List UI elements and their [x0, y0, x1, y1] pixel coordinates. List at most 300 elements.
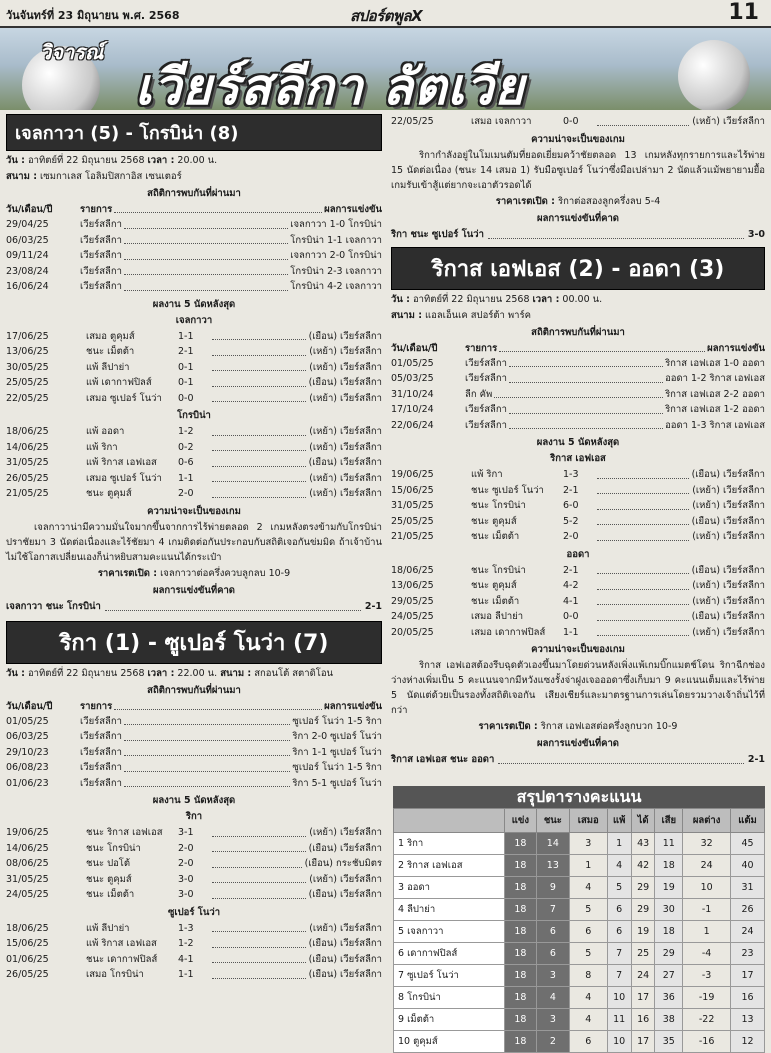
stat-cell: 5 [569, 943, 607, 965]
dot-leader [212, 921, 306, 933]
stat-cell: 24 [731, 921, 765, 943]
form-venue-comp: (เหย้า) เวียร์สลีกา [692, 500, 765, 511]
form-row [391, 529, 765, 545]
h2h-result: ซูเปอร์ โนว่า 1-5 ริกา [292, 762, 382, 773]
form-row [6, 841, 382, 857]
dot-leader [509, 418, 663, 430]
dot-leader [509, 371, 663, 383]
form-score: 0-1 [178, 377, 194, 388]
standings-table [393, 786, 765, 1053]
h2h-line [80, 248, 382, 264]
h2h-comp: เวียร์สลีกา [80, 715, 122, 727]
team-heading: เจลกาวา [175, 314, 213, 326]
stat-cell: 18 [505, 833, 537, 855]
standings-row [394, 877, 765, 899]
form-mid [178, 471, 382, 487]
dot-leader [212, 967, 306, 979]
form-row [391, 467, 765, 483]
form-mid [178, 856, 382, 872]
right-column [391, 114, 765, 768]
match-preview [6, 114, 382, 615]
dot-leader [212, 486, 306, 498]
form-date: 15/06/25 [391, 484, 434, 496]
h2h-line [80, 745, 382, 761]
odds-value: เจลกาวาต่อครึ่งควบลูกลบ 10-9 [160, 567, 291, 579]
stat-cell: 42 [631, 855, 655, 877]
col-result: ผลการแข่งขัน [707, 342, 765, 354]
h2h-body [80, 745, 382, 761]
h2h-body [465, 371, 765, 387]
h2h-line [465, 371, 765, 387]
h2h-comp: เวียร์สลีกา [465, 404, 507, 415]
form-date: 01/06/25 [6, 953, 49, 965]
prediction-heading: ผลการแข่งขันที่คาด [537, 212, 619, 224]
form-venue-comp: (เหย้า) เวียร์สลีกา [309, 361, 382, 373]
h2h-body [80, 729, 382, 745]
odds-label: ราคาเรตเปิด : [478, 721, 538, 732]
form-date: 31/05/25 [6, 457, 49, 468]
form-date: 24/05/25 [6, 889, 49, 900]
stat-cell: 17 [731, 965, 765, 987]
team-name: 8 โกรบิน่า [394, 987, 505, 1009]
form-mid [178, 360, 382, 376]
h2h-line [80, 714, 382, 730]
form-result: เสมอ เดากาฟปิลส์ [471, 626, 546, 638]
prediction-score: 3-0 [747, 228, 765, 240]
form-date: 13/06/25 [391, 580, 434, 591]
form-date: 14/06/25 [6, 441, 49, 453]
form-score: 1-3 [563, 469, 579, 480]
col-stat: แต้ม [731, 809, 765, 833]
stat-cell: 10 [607, 987, 631, 1009]
form-venue-comp: (เหย้า) เวียร์สลีกา [309, 488, 382, 499]
form-heading: ผลงาน 5 นัดหลังสุด [152, 298, 236, 310]
h2h-body [465, 418, 765, 434]
dot-leader [597, 514, 689, 526]
standings-row [394, 1009, 765, 1031]
h2h-body [465, 356, 765, 372]
h2h-result: โกรบิน่า 1-1 เจลกาวา [290, 234, 382, 246]
dot-leader [124, 745, 290, 757]
h2h-row [6, 248, 382, 264]
match-preview-continued [391, 114, 765, 243]
match-venue-line [6, 170, 382, 184]
odds-line [6, 567, 382, 581]
stat-cell: 1 [683, 921, 731, 943]
stat-cell: 32 [683, 833, 731, 855]
col-stat: ได้ [631, 809, 655, 833]
form-date: 22/05/25 [6, 392, 49, 404]
form-mid [563, 563, 765, 579]
form-mid [178, 329, 382, 345]
stat-cell: 7 [607, 965, 631, 987]
form-row [6, 440, 382, 456]
stat-cell: 14 [536, 833, 569, 855]
stat-cell: 13 [536, 855, 569, 877]
form-date: 19/06/25 [6, 827, 49, 838]
form-row [391, 498, 765, 514]
match-date: อาทิตย์ที่ 22 มิถุนายน 2568 [27, 667, 145, 679]
stat-cell: 3 [536, 965, 569, 987]
form-row [6, 486, 382, 502]
form-venue-comp: (เหย้า) เวียร์สลีกา [692, 531, 765, 542]
dot-leader [212, 344, 306, 356]
stat-cell: 45 [731, 833, 765, 855]
h2h-row [6, 745, 382, 761]
h2h-body [80, 714, 382, 730]
form-venue-comp: (เหย้า) เวียร์สลีกา [309, 922, 382, 934]
h2h-result: เจลกาวา 2-0 โกรบิน่า [290, 250, 382, 261]
stat-cell: 16 [731, 987, 765, 1009]
form-mid [563, 114, 765, 130]
odds-line [391, 720, 765, 734]
stat-cell: 43 [631, 833, 655, 855]
h2h-line [80, 729, 382, 745]
form-score: 4-1 [178, 953, 194, 965]
team-name: 5 เจลกาวา [394, 921, 505, 943]
form-mid [563, 594, 765, 610]
team-name: 1 ริกา [394, 833, 505, 855]
col-stat: แข่ง [505, 809, 537, 833]
dot-leader [597, 498, 689, 510]
form-date: 30/05/25 [6, 361, 49, 373]
match-venue: สกอนโต้ สตาดิโอน [254, 667, 334, 679]
h2h-line [80, 264, 382, 280]
stat-cell: 8 [569, 965, 607, 987]
match-venue: แอลเอ็นเค สปอร์ต้า พาร์ค [425, 309, 531, 321]
dot-leader [114, 202, 322, 213]
prediction-heading: ผลการแข่งขันที่คาด [153, 584, 235, 596]
form-venue-comp: (เยือน) เวียร์สลีกา [308, 330, 382, 342]
form-venue-comp: (เยือน) เวียร์สลีกา [691, 611, 765, 622]
col-comp: รายการ [80, 204, 113, 215]
form-venue-comp: (เยือน) เวียร์สลีกา [308, 457, 382, 468]
form-mid [563, 609, 765, 625]
match-time: 22.00 น. [177, 667, 218, 679]
dot-leader [597, 483, 689, 495]
form-date: 14/06/25 [6, 842, 49, 854]
stat-cell: 7 [607, 943, 631, 965]
h2h-comp: เวียร์สลีกา [80, 777, 122, 789]
h2h-line [465, 418, 765, 434]
form-venue-comp: (เหย้า) เวียร์สลีกา [692, 484, 765, 496]
dot-leader [212, 856, 302, 868]
form-result: เสมอ ซูเปอร์ โนว่า [86, 472, 162, 484]
h2h-comp: เวียร์สลีกา [465, 357, 507, 369]
form-date: 26/05/25 [6, 472, 49, 484]
form-result: ชนะ เม็ตต้า [471, 595, 520, 607]
h2h-date: 31/10/24 [391, 388, 434, 400]
form-venue-comp: (เยือน) เวียร์สลีกา [308, 953, 382, 965]
stat-cell: 6 [536, 921, 569, 943]
form-result: ชนะ เดากาฟปิลส์ [86, 953, 158, 965]
form-date: 15/06/25 [6, 938, 49, 949]
stat-cell: 25 [631, 943, 655, 965]
form-mid [178, 455, 382, 471]
form-row [6, 856, 382, 872]
issue-date: วันจันทร์ที่ 23 มิถุนายน พ.ศ. 2568 [6, 9, 180, 22]
dot-leader [124, 729, 290, 741]
stat-cell: 31 [731, 877, 765, 899]
form-mid [178, 887, 382, 903]
stat-cell: 18 [505, 1031, 537, 1053]
dot-leader [488, 227, 744, 239]
form-row [6, 471, 382, 487]
dot-leader [212, 872, 306, 884]
prediction-text: เจลกาวา ชนะ โกรบิน่า [6, 600, 101, 612]
form-mid [178, 440, 382, 456]
league-table [393, 808, 765, 1053]
h2h-comp: เวียร์สลีกา [80, 219, 122, 230]
h2h-comp: เวียร์สลีกา [80, 234, 122, 246]
dot-leader [212, 329, 306, 341]
time-label: เวลา : [147, 667, 175, 679]
chance-heading: ความน่าจะเป็นของเกม [147, 505, 241, 517]
page-header [0, 0, 771, 28]
form-result: ชนะ ตูคุมส์ [471, 580, 517, 591]
form-venue-comp: (เยือน) เวียร์สลีกา [308, 842, 382, 854]
h2h-line [80, 279, 382, 295]
stat-cell: 5 [569, 899, 607, 921]
col-team [394, 809, 505, 833]
form-row [391, 563, 765, 579]
form-mid [563, 483, 765, 499]
prediction-text: ริกาส เอฟเอส ชนะ ออดา [391, 754, 495, 765]
stat-cell: 24 [631, 965, 655, 987]
team-heading: ออดา [566, 548, 590, 560]
stat-cell: 7 [536, 899, 569, 921]
h2h-body [80, 264, 382, 280]
h2h-body [465, 387, 765, 403]
h2h-comp: ลีก คัพ [465, 388, 493, 400]
form-mid [178, 486, 382, 502]
h2h-result: ริกาส เอฟเอส 2-2 ออดา [665, 388, 765, 400]
match-title: ริกาส เอฟเอส (2) - ออดา (3) [391, 247, 765, 290]
h2h-comp: เวียร์สลีกา [80, 281, 122, 292]
stat-cell: 29 [631, 899, 655, 921]
form-result: เสมอ ลีปาย่า [471, 611, 524, 622]
form-row [6, 329, 382, 345]
form-result: ชนะ เม็ตต้า [86, 889, 135, 900]
h2h-row [391, 356, 765, 372]
col-date: วัน/เดือน/ปี [391, 342, 438, 354]
form-row [6, 921, 382, 937]
stat-cell: 4 [569, 987, 607, 1009]
form-mid [563, 529, 765, 545]
dot-leader [114, 699, 322, 710]
stat-cell: 4 [569, 877, 607, 899]
h2h-date: 01/05/25 [6, 715, 49, 727]
form-venue-comp: (เยือน) เวียร์สลีกา [308, 938, 382, 949]
stat-cell: 13 [731, 1009, 765, 1031]
stat-cell: 18 [505, 855, 537, 877]
analysis-text: เจลกาวาน่ามีความมั่นใจมากขึ้นจากการไร้พ่ายตลอด 2 เกมหลังตรงข้ามกับโกรบิน่าปราชัยมา 3 นัดต่อเนื่องและไร้ชัยมา 4 เกมติดต่อกันประกอบกับสถิติเจอกันข่มมิด ถ้าเจ้าบ้านไม่ใช้โอกาสเปลี่ยนเองก็น่าหยิบสามคะแนนได้กระเป๋า [6, 521, 382, 563]
h2h-date: 17/10/24 [391, 404, 434, 415]
stat-cell: 11 [655, 833, 683, 855]
odds-label: ราคาเรตเปิด : [495, 195, 555, 207]
prediction-heading: ผลการแข่งขันที่คาด [537, 738, 619, 749]
col-result: ผลการแข่งขัน [324, 204, 382, 215]
h2h-line [465, 402, 765, 418]
form-venue-comp: (เหย้า) เวียร์สลีกา [692, 116, 765, 127]
prediction-text: ริกา ชนะ ซูเปอร์ โนว่า [391, 228, 484, 240]
h2h-body [80, 279, 382, 295]
match-venue: เซมกาเลส โอลิมปิสกาอิส เซนเตอร์ [40, 171, 182, 182]
date-label: วัน : [391, 293, 410, 305]
form-row [6, 872, 382, 888]
form-score: 3-0 [178, 889, 194, 900]
form-mid [178, 424, 382, 440]
h2h-line [465, 356, 765, 372]
form-mid [563, 514, 765, 530]
form-row [6, 424, 382, 440]
stat-cell: 6 [536, 943, 569, 965]
form-date: 22/05/25 [391, 116, 434, 127]
stat-cell: 23 [731, 943, 765, 965]
form-date: 21/05/25 [391, 531, 434, 542]
stat-cell: 4 [569, 1009, 607, 1031]
h2h-header [391, 341, 765, 356]
form-row [391, 483, 765, 499]
venue-label: สนาม : [220, 667, 252, 679]
stat-cell: 6 [569, 921, 607, 943]
h2h-line [80, 233, 382, 249]
dot-leader [212, 391, 306, 403]
form-mid [178, 825, 382, 841]
h2h-date: 01/05/25 [391, 357, 434, 369]
stat-cell: 4 [536, 987, 569, 1009]
stat-cell: 29 [631, 877, 655, 899]
form-mid [178, 952, 382, 968]
form-date: 25/05/25 [6, 377, 49, 388]
dot-leader [212, 952, 306, 964]
stat-cell: 17 [631, 1031, 655, 1053]
dot-leader [124, 776, 290, 788]
form-result: ชนะ ตูคุมส์ [86, 488, 132, 499]
h2h-heading: สถิติการพบกันที่ผ่านมา [147, 684, 241, 696]
h2h-heading: สถิติการพบกันที่ผ่านมา [531, 326, 625, 338]
form-venue-comp: (เยือน) กระชับมิตร [304, 858, 382, 869]
stat-cell: 18 [505, 899, 537, 921]
dot-leader [212, 471, 306, 483]
form-mid [178, 921, 382, 937]
standings-row [394, 943, 765, 965]
time-label: เวลา : [532, 293, 560, 305]
stat-cell: 30 [655, 899, 683, 921]
match-info [391, 293, 765, 307]
h2h-row [6, 279, 382, 295]
standings-row [394, 1031, 765, 1053]
match-preview [391, 247, 765, 769]
h2h-header [6, 202, 382, 217]
form-venue-comp: (เยือน) เวียร์สลีกา [691, 564, 765, 576]
form-mid [178, 841, 382, 857]
col-comp: รายการ [80, 700, 113, 712]
form-result: เสมอ โกรบิน่า [86, 969, 144, 980]
match-info [6, 154, 382, 168]
venue-label: สนาม : [391, 309, 422, 321]
stat-cell: -19 [683, 987, 731, 1009]
stat-cell: -1 [683, 899, 731, 921]
form-score: 4-1 [563, 595, 579, 607]
dot-leader [124, 279, 288, 291]
form-mid [563, 625, 765, 641]
h2h-row [391, 402, 765, 418]
team-name: 6 เดากาฟปิลส์ [394, 943, 505, 965]
h2h-result: ริกา 2-0 ซูเปอร์ โนว่า [292, 731, 382, 742]
stat-cell: 12 [731, 1031, 765, 1053]
form-score: 2-0 [178, 488, 194, 499]
form-result: ชนะ เม็ตต้า [471, 531, 520, 542]
col-comp-result [80, 699, 382, 714]
h2h-date: 06/03/25 [6, 731, 49, 742]
prediction-line [6, 599, 382, 615]
stat-cell: -16 [683, 1031, 731, 1053]
dot-leader [124, 714, 290, 726]
form-result: เสมอ ซูเปอร์ โนว่า [86, 392, 162, 404]
banner-title: เวียร์สลีกา ลัตเวีย [135, 58, 525, 110]
h2h-date: 01/06/23 [6, 777, 49, 789]
form-mid [563, 578, 765, 594]
dot-leader [212, 936, 306, 948]
h2h-comp: เวียร์สลีกา [80, 731, 122, 742]
form-venue-comp: (เยือน) เวียร์สลีกา [691, 469, 765, 480]
team-name: 7 ซูเปอร์ โนว่า [394, 965, 505, 987]
form-score: 2-1 [563, 564, 579, 576]
h2h-result: ออดา 1-3 ริกาส เอฟเอส [665, 419, 765, 431]
match-title: เจลกาวา (5) - โกรบิน่า (8) [6, 114, 382, 151]
form-result: แพ้ ลีปาย่า [86, 922, 130, 934]
h2h-result: ริกาส เอฟเอส 1-0 ออดา [665, 357, 765, 369]
dot-leader [494, 387, 663, 399]
form-venue-comp: (เหย้า) เวียร์สลีกา [309, 472, 382, 484]
prediction-line [391, 752, 765, 768]
form-venue-comp: (เหย้า) เวียร์สลีกา [692, 595, 765, 607]
standings-row [394, 921, 765, 943]
form-score: 0-0 [563, 116, 579, 127]
prediction-score: 2-1 [747, 754, 765, 765]
form-score: 0-1 [178, 361, 194, 373]
stat-cell: 35 [655, 1031, 683, 1053]
form-result: ชนะ เม็ตต้า [86, 346, 135, 357]
match-preview [6, 621, 382, 983]
date-label: วัน : [6, 155, 25, 166]
form-venue-comp: (เหย้า) เวียร์สลีกา [692, 580, 765, 591]
stat-cell: 40 [731, 855, 765, 877]
dot-leader [212, 424, 306, 436]
form-mid [178, 936, 382, 952]
dot-leader [124, 264, 288, 276]
form-result: แพ้ ริกาส เอฟเอส [86, 938, 157, 949]
prediction-line [391, 227, 765, 243]
form-row [6, 375, 382, 391]
standings-row [394, 833, 765, 855]
stat-cell: 6 [607, 899, 631, 921]
form-result: แพ้ เดากาฟปิลส์ [86, 377, 152, 388]
col-stat: ชนะ [536, 809, 569, 833]
h2h-date: 29/10/23 [6, 746, 49, 758]
h2h-header [6, 699, 382, 714]
form-score: 1-2 [178, 426, 194, 437]
odds-value: ริกาต่อสองลูกครึ่งลบ 5-4 [557, 195, 661, 207]
stat-cell: 6 [607, 921, 631, 943]
team-heading: โกรบิน่า [177, 410, 211, 421]
h2h-result: ริกาส เอฟเอส 1-2 ออดา [665, 404, 765, 415]
h2h-row [6, 760, 382, 776]
form-date: 13/06/25 [6, 346, 49, 357]
form-row [391, 514, 765, 530]
stat-cell: -3 [683, 965, 731, 987]
